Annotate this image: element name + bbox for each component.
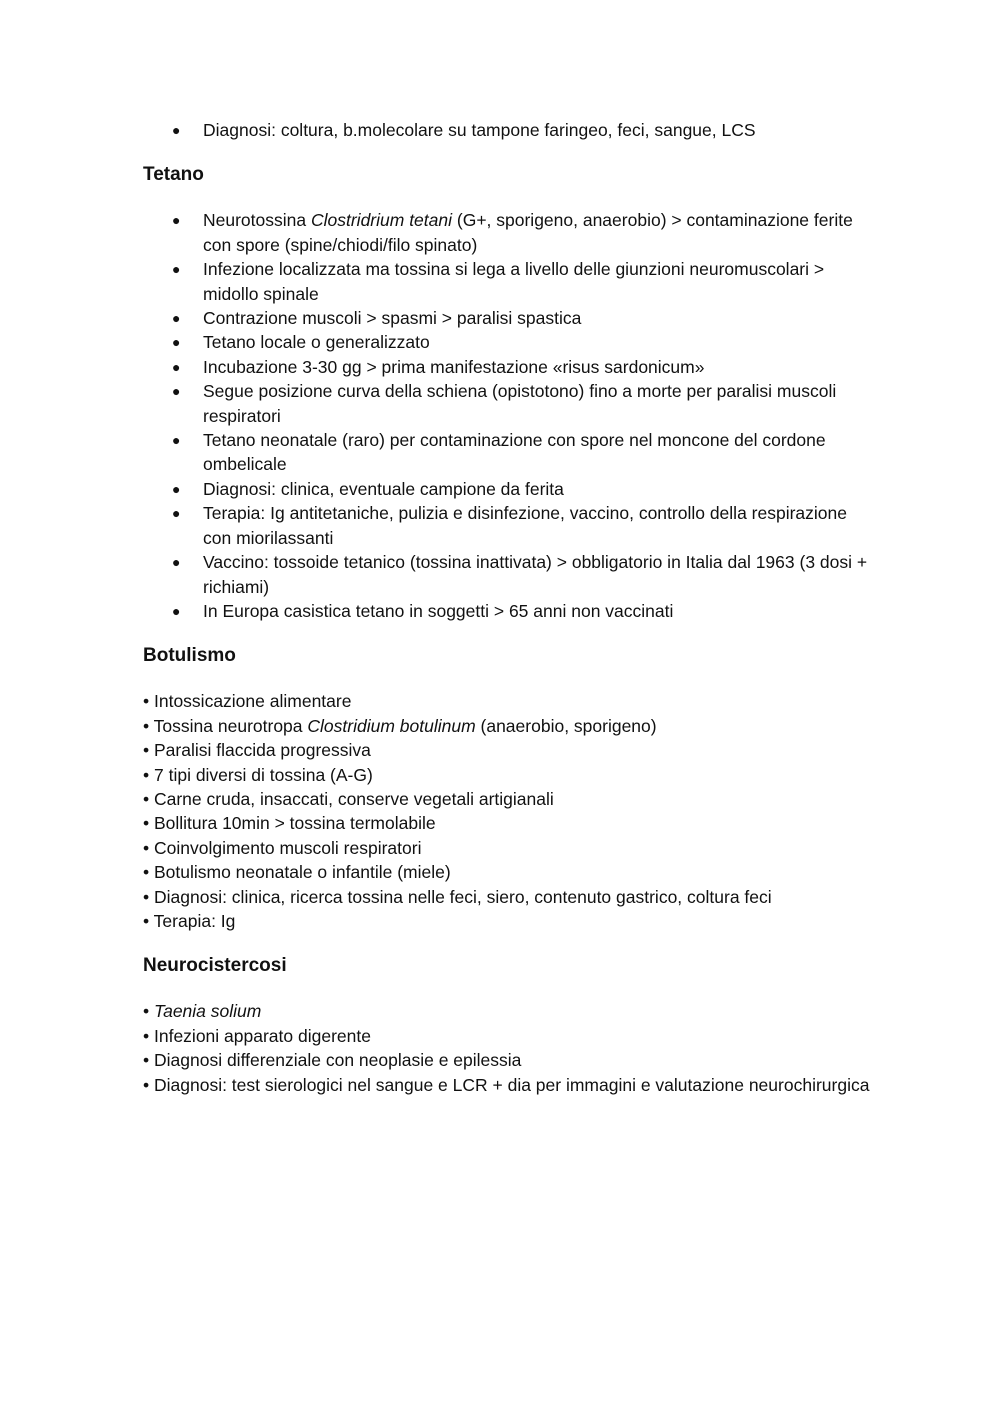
list-item: • Carne cruda, insaccati, conserve vegetali artigianali — [143, 788, 554, 809]
bullet-icon: ● — [172, 480, 181, 497]
list-item: • Paralisi flaccida progressiva — [143, 740, 371, 761]
list-item: ● In Europa casistica tetano in soggetti > 65 anni non vaccinati — [143, 599, 878, 623]
list-item: • Botulismo neonatale o infantile (miele) — [143, 862, 451, 883]
list-item: • 7 tipi diversi di tossina (A-G) — [143, 764, 373, 785]
species-name: Clostridrium tetani — [310, 210, 453, 231]
bullet-icon: ● — [172, 122, 181, 138]
list-item: ● Diagnosi: clinica, eventuale campione da ferita — [143, 477, 878, 501]
intro-list — [143, 118, 878, 142]
list-item: • Bollitura 10min > tossina termolabile — [143, 813, 436, 834]
list-item: • Diagnosi: test sierologici nel sangue e LCR + dia per immagini e valutazione neurochirurgica — [143, 1074, 870, 1095]
bullet-icon: ● — [172, 432, 181, 449]
list-item: ● Contrazione muscoli > spasmi > paralisi spastica — [143, 306, 878, 330]
section-title-botulismo: Botulismo — [143, 645, 236, 667]
list-item: • Tossina neurotropa Clostridium botulinum (anaerobio, sporigeno) — [143, 715, 657, 736]
section-title-tetano: Tetano — [143, 164, 204, 186]
bullet-icon: ● — [172, 505, 181, 522]
list-item: • Infezioni apparato digerente — [143, 1025, 371, 1046]
bullet-icon: ● — [172, 334, 181, 351]
list-item: • Terapia: Ig — [143, 910, 236, 931]
list-item: ● Vaccino: tossoide tetanico (tossina inattivata) > obbligatorio in Italia dal 1963 (3 dosi + richiami) — [172, 552, 868, 597]
list-item: ● Infezione localizzata ma tossina si lega a livello delle giunzioni neuromuscolari > midollo spinale — [172, 259, 825, 304]
list-item: • Taenia solium — [143, 1001, 262, 1022]
list-item: ● Segue posizione curva della schiena (opistotono) fino a morte per paralisi muscoli respiratori — [172, 381, 837, 426]
list-item: • Diagnosi: clinica, ricerca tossina nelle feci, siero, contenuto gastrico, coltura feci — [143, 886, 772, 907]
species-name: Taenia solium — [154, 1001, 262, 1022]
bullet-icon: ● — [172, 261, 181, 278]
botulismo-list — [143, 689, 878, 933]
species-name: Clostridium botulinum — [307, 715, 476, 736]
neurocistercosi-list — [143, 999, 878, 1097]
list-item: • Coinvolgimento muscoli respiratori — [143, 837, 422, 858]
list-item: • Intossicazione alimentare — [143, 691, 352, 712]
list-item: • Diagnosi differenziale con neoplasie e epilessia — [143, 1050, 522, 1071]
list-item: ● Terapia: Ig antitetaniche, pulizia e disinfezione, vaccino, controllo della respirazione con miorilassanti — [172, 503, 847, 548]
list-item: ● Incubazione 3-30 gg > prima manifestazione «risus sardonicum» — [143, 355, 878, 379]
bullet-icon: ● — [172, 212, 181, 229]
bullet-icon: ● — [172, 310, 181, 327]
tetano-list — [143, 208, 878, 623]
bullet-icon: ● — [172, 554, 181, 571]
bullet-icon: ● — [172, 358, 181, 375]
list-item: ● Diagnosi: coltura, b.molecolare su tampone faringeo, feci, sangue, LCS — [143, 118, 878, 142]
list-item: ● Tetano locale o generalizzato — [143, 330, 878, 354]
bullet-icon: ● — [172, 383, 181, 400]
section-title-neurocistercosi: Neurocistercosi — [143, 955, 287, 977]
document-body — [143, 118, 878, 1097]
list-item: ● Tetano neonatale (raro) per contaminazione con spore nel moncone del cordone ombelicale — [172, 430, 826, 475]
bullet-icon: ● — [172, 602, 181, 619]
list-item: ● Neurotossina Clostridrium tetani (G+, sporigeno, anaerobio) > contaminazione ferite con spore (spine/chiodi/filo spinato) — [172, 210, 853, 255]
